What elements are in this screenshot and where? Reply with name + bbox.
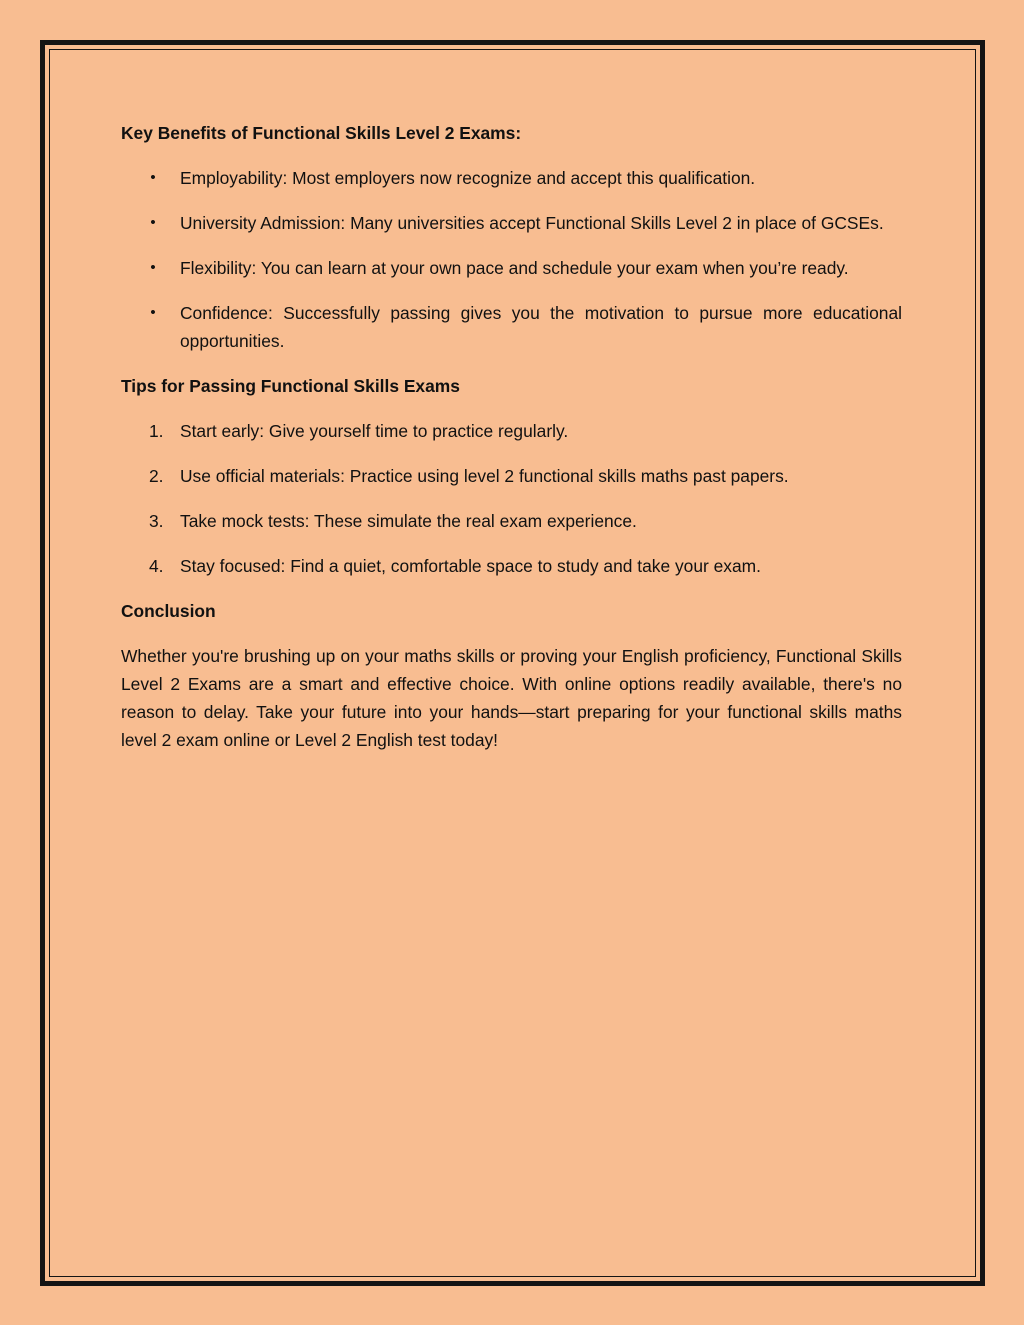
benefit-item-flexibility xyxy=(121,254,902,282)
tip-text: Start early: Give yourself time to practice regularly. xyxy=(180,421,569,441)
document-body xyxy=(121,119,902,754)
bullet-icon: • xyxy=(150,304,156,321)
tip-item-start-early xyxy=(121,417,902,445)
benefit-item-university-admission xyxy=(121,209,902,237)
tip-text: Take mock tests: These simulate the real exam experience. xyxy=(180,511,637,531)
list-number: 1. xyxy=(149,421,164,441)
tips-list xyxy=(121,417,902,580)
conclusion-heading: Conclusion xyxy=(121,601,216,621)
benefit-text: Flexibility: You can learn at your own pace and schedule your exam when you’re ready. xyxy=(180,258,849,278)
tip-item-mock-tests xyxy=(121,507,902,535)
list-number: 2. xyxy=(149,466,164,486)
benefit-item-confidence xyxy=(121,299,902,355)
benefits-list xyxy=(121,164,902,355)
bullet-icon: • xyxy=(150,214,156,231)
tip-text: Stay focused: Find a quiet, comfortable space to study and take your exam. xyxy=(180,556,761,576)
tip-item-stay-focused xyxy=(121,552,902,580)
list-number: 4. xyxy=(149,556,164,576)
tip-text: Use official materials: Practice using level 2 functional skills maths past papers. xyxy=(180,466,789,486)
benefit-text: Employability: Most employers now recognize and accept this qualification. xyxy=(180,168,756,188)
benefit-item-employability xyxy=(121,164,902,192)
list-number: 3. xyxy=(149,511,164,531)
conclusion-paragraph: Whether you're brushing up on your maths skills or proving your English proficiency, Functional Skills Level 2 Exams are a smart and effective choice. With online options readily available, there's no reason to delay. Take your future into your hands—start preparing for your functional skills maths level 2 exam online or Level 2 English test today! xyxy=(121,646,902,750)
benefit-text: Confidence: Successfully passing gives you the motivation to pursue more educational opportunities. xyxy=(180,303,902,351)
bullet-icon: • xyxy=(150,259,156,276)
tip-item-official-materials xyxy=(121,462,902,490)
bullet-icon: • xyxy=(150,169,156,186)
benefit-text: University Admission: Many universities accept Functional Skills Level 2 in place of GCSEs. xyxy=(180,213,884,233)
tips-heading: Tips for Passing Functional Skills Exams xyxy=(121,376,460,396)
benefits-heading: Key Benefits of Functional Skills Level 2 Exams: xyxy=(121,123,522,143)
